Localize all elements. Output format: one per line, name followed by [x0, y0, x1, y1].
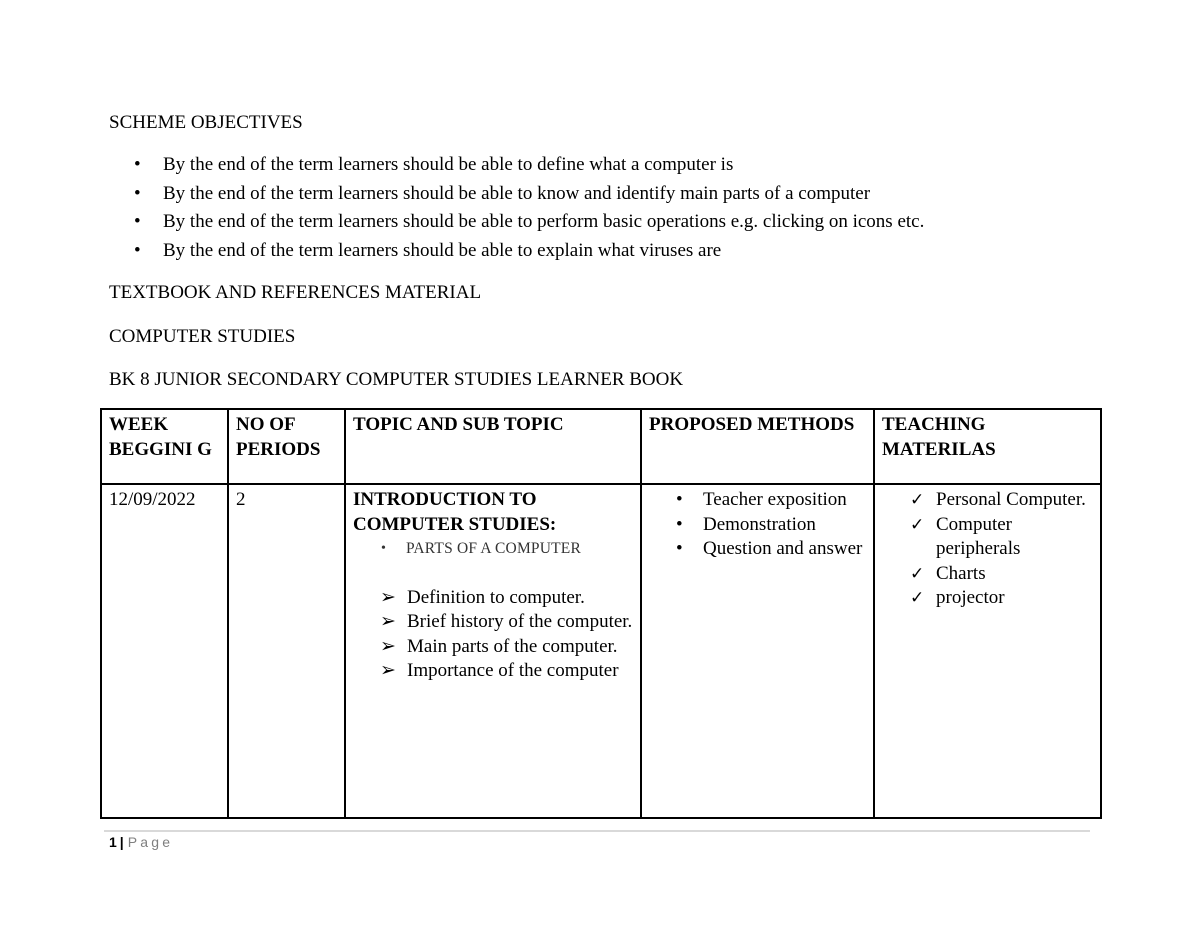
method-item: • Demonstration [649, 513, 866, 538]
material-item: ✓ Personal Computer. [882, 488, 1093, 513]
method-item: • Teacher exposition [649, 488, 866, 513]
footer-separator: | [119, 834, 124, 850]
materials-list [882, 488, 1093, 611]
cell-materials [874, 484, 1101, 818]
bullet-icon: • [381, 541, 387, 556]
table-row [101, 484, 1101, 818]
topic-points-list [353, 586, 633, 684]
topic-subheading: • PARTS OF A COMPUTER [353, 537, 633, 562]
bullet-icon: • [134, 239, 141, 261]
arrow-bullet-icon: ➢ [380, 586, 396, 608]
bullet-icon: • [134, 182, 141, 204]
bullet-icon: • [676, 513, 683, 535]
objective-item: • By the end of the term learners should be able to perform basic operations e.g. clicking on icons etc. [134, 209, 924, 238]
header-week: WEEK BEGGINI G [101, 409, 228, 484]
scheme-table [100, 408, 1102, 819]
topic-point: ➢ Brief history of the computer. [353, 610, 633, 635]
checkmark-icon: ✓ [910, 490, 925, 509]
checkmark-icon: ✓ [910, 563, 925, 583]
subject-line: COMPUTER STUDIES [109, 326, 296, 347]
cell-topic [345, 484, 641, 818]
arrow-bullet-icon: ➢ [380, 660, 396, 681]
topic-point: ➢ Main parts of the computer. [353, 635, 633, 660]
objective-item: • By the end of the term learners should be able to explain what viruses are [134, 238, 924, 267]
header-topic: TOPIC AND SUB TOPIC [345, 409, 641, 484]
material-item: ✓ Computer peripherals [910, 513, 1021, 559]
scheme-objectives-heading: SCHEME OBJECTIVES [109, 112, 303, 133]
arrow-bullet-icon: ➢ [380, 611, 396, 632]
arrow-bullet-icon: ➢ [380, 635, 396, 657]
objective-item: • By the end of the term learners should be able to define what a computer is [134, 152, 924, 181]
book-line: BK 8 JUNIOR SECONDARY COMPUTER STUDIES LEARNER BOOK [109, 369, 684, 390]
page-number: 1 [109, 834, 117, 850]
material-item: ✓ Charts [882, 562, 1093, 587]
topic-title: INTRODUCTION TO COMPUTER STUDIES: [353, 489, 557, 535]
method-item: • Question and answer [649, 537, 866, 562]
cell-periods: 2 [228, 484, 345, 818]
cell-methods [641, 484, 874, 818]
header-methods: PROPOSED METHODS [641, 409, 874, 484]
methods-list [649, 488, 866, 562]
bullet-icon: • [134, 211, 141, 232]
table-header-row [101, 409, 1101, 484]
header-materials: TEACHING MATERILAS [874, 409, 1101, 484]
checkmark-icon: ✓ [910, 588, 925, 607]
page-label: Page [127, 834, 174, 850]
material-item: ✓ projector [882, 586, 1093, 611]
page-footer [109, 834, 173, 850]
footer-divider [104, 830, 1090, 832]
textbook-heading: TEXTBOOK AND REFERENCES MATERIAL [109, 282, 482, 303]
bullet-icon: • [676, 489, 683, 510]
objective-item: • By the end of the term learners should be able to know and identify main parts of a computer [134, 181, 924, 210]
topic-point: ➢ Definition to computer. [353, 586, 633, 611]
header-periods: NO OF PERIODS [228, 409, 345, 484]
objectives-list [134, 152, 924, 266]
cell-week: 12/09/2022 [101, 484, 228, 818]
checkmark-icon: ✓ [910, 514, 925, 534]
bullet-icon: • [134, 154, 141, 175]
topic-point: ➢ Importance of the computer [353, 659, 633, 684]
bullet-icon: • [676, 538, 683, 559]
